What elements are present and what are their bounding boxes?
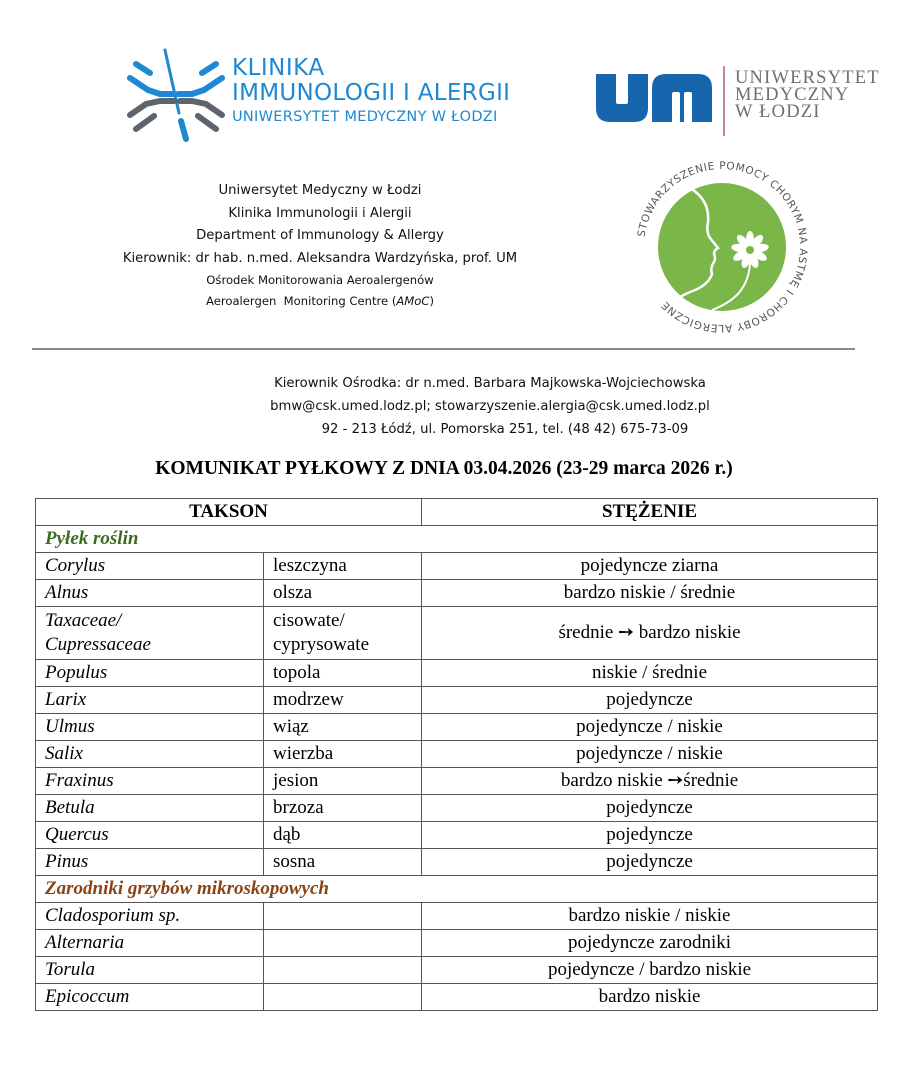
latin-name: Quercus: [45, 824, 109, 845]
institution-centre-en: Aeroalergen Monitoring Centre (AMoC): [205, 294, 434, 308]
header-separator: [32, 348, 855, 350]
polish-name: brzoza: [273, 797, 324, 818]
latin-name: Populus: [45, 662, 108, 683]
concentration-cell: pojedyncze / bardzo niskie: [422, 957, 878, 984]
table-row: [36, 822, 878, 849]
table-row: [36, 930, 878, 957]
contact-emails[interactable]: bmw@csk.umed.lodz.pl; stowarzyszenie.alergia@csk.umed.lodz.pl: [270, 399, 710, 414]
um-logo-text: [735, 70, 880, 121]
klinika-logo-text: [232, 57, 510, 125]
latin-name-cell: [36, 957, 264, 984]
polish-name-cell: [264, 957, 422, 984]
latin-name: Pinus: [45, 851, 89, 872]
polish-name: dąb: [273, 824, 301, 845]
latin-name-line2: Cupressaceae: [45, 634, 151, 655]
polish-name-cell: [264, 553, 422, 580]
latin-name: Fraxinus: [45, 770, 114, 791]
concentration-cell: bardzo niskie: [422, 984, 878, 1011]
pollen-table: [35, 498, 878, 1011]
latin-name-cell: [36, 930, 264, 957]
immunology-snowflake-icon: [124, 47, 228, 143]
polish-name: wierzba: [273, 743, 334, 764]
polish-name: sosna: [273, 851, 316, 872]
table-row: [36, 984, 878, 1011]
polish-name-cell: [264, 660, 422, 687]
institution-centre-pl: Ośrodek Monitorowania Aeroalergenów: [206, 273, 434, 287]
polish-name-cell: [264, 714, 422, 741]
latin-name-cell: [36, 553, 264, 580]
polish-name-cell: [264, 822, 422, 849]
concentration-cell: pojedyncze: [422, 687, 878, 714]
polish-name-cell: [264, 607, 422, 660]
klinika-logo-line2: IMMUNOLOGII I ALERGII: [232, 80, 511, 106]
um-logo-line3: W ŁODZI: [735, 102, 821, 122]
latin-name-cell: [36, 741, 264, 768]
institution-block: [60, 180, 580, 312]
table-body: [36, 526, 878, 1011]
section-row: [36, 526, 878, 553]
latin-name-cell: [36, 607, 264, 660]
table-header-row: [36, 499, 878, 526]
association-ring-text: STOWARZYSZENIE POMOCY CHORYM NA ASTMĘ I CHOROBY ALERGICZNE: [635, 160, 810, 335]
table-row: [36, 741, 878, 768]
report-title: KOMUNIKAT PYŁKOWY Z DNIA 03.04.2026 (23-29 marca 2026 r.): [155, 458, 733, 479]
polish-name: leszczyna: [273, 555, 347, 576]
table-row: [36, 714, 878, 741]
table-row: [36, 768, 878, 795]
latin-name-cell: [36, 822, 264, 849]
latin-name: Corylus: [45, 555, 106, 576]
polish-name: topola: [273, 662, 321, 683]
section-title: Zarodniki grzybów mikroskopowych: [36, 876, 878, 903]
polish-name-cell: [264, 903, 422, 930]
concentration-cell: niskie / średnie: [422, 660, 878, 687]
latin-name: Alternaria: [45, 932, 125, 953]
concentration-cell: średnie ➙ bardzo niskie: [422, 607, 878, 660]
klinika-logo-line3: UNIWERSYTET MEDYCZNY W ŁODZI: [232, 109, 498, 125]
polish-name: olsza: [273, 582, 313, 603]
latin-name: Taxaceae/: [45, 610, 122, 631]
polish-name: modrzew: [273, 689, 344, 710]
concentration-cell: pojedyncze: [422, 849, 878, 876]
latin-name-cell: [36, 660, 264, 687]
polish-name: cisowate/: [273, 610, 345, 631]
contact-address: 92 - 213 Łódź, ul. Pomorska 251, tel. (48 42) 675-73-09: [321, 422, 689, 437]
polish-name-cell: [264, 580, 422, 607]
institution-department: Department of Immunology & Allergy: [196, 228, 444, 243]
institution-head: Kierownik: dr hab. n.med. Aleksandra Wardzyńska, prof. UM: [122, 250, 518, 266]
latin-name: Epicoccum: [45, 986, 130, 1007]
concentration-cell: pojedyncze: [422, 822, 878, 849]
table-row: [36, 553, 878, 580]
latin-name: Betula: [45, 797, 95, 818]
latin-name-cell: [36, 849, 264, 876]
polish-name-cell: [264, 795, 422, 822]
polish-name-cell: [264, 687, 422, 714]
latin-name-cell: [36, 903, 264, 930]
centre-abbreviation: AMoC: [396, 294, 430, 308]
polish-name-cell: [264, 984, 422, 1011]
latin-name-cell: [36, 714, 264, 741]
latin-name: Cladosporium sp.: [45, 905, 181, 926]
um-logo-line1: UNIWERSYTET: [735, 68, 880, 88]
concentration-cell: pojedyncze / niskie: [422, 714, 878, 741]
contact-block: [180, 372, 800, 441]
latin-name: Torula: [45, 959, 95, 980]
concentration-cell: pojedyncze / niskie: [422, 741, 878, 768]
polish-name-cell: [264, 849, 422, 876]
concentration-cell: bardzo niskie ➙średnie: [422, 768, 878, 795]
um-mark-icon: [596, 74, 712, 122]
polish-name: wiąz: [273, 716, 309, 737]
table-row: [36, 580, 878, 607]
table-row: [36, 849, 878, 876]
table-row: [36, 607, 878, 660]
institution-clinic: Klinika Immunologii i Alergii: [228, 205, 412, 221]
klinika-logo-line1: KLINIKA: [232, 55, 325, 81]
concentration-cell: bardzo niskie / średnie: [422, 580, 878, 607]
section-row: [36, 876, 878, 903]
table-row: [36, 660, 878, 687]
polish-name-cell: [264, 930, 422, 957]
concentration-cell: pojedyncze zarodniki: [422, 930, 878, 957]
concentration-cell: pojedyncze: [422, 795, 878, 822]
table-row: [36, 957, 878, 984]
polish-name: jesion: [273, 770, 319, 791]
header-taxon: TAKSON: [36, 499, 422, 526]
centre-head: Kierownik Ośrodka: dr n.med. Barbara Majkowska-Wojciechowska: [274, 376, 706, 391]
latin-name: Larix: [45, 689, 87, 710]
latin-name-cell: [36, 687, 264, 714]
section-title: Pyłek roślin: [36, 526, 878, 553]
latin-name-cell: [36, 984, 264, 1011]
concentration-cell: bardzo niskie / niskie: [422, 903, 878, 930]
um-logo: [596, 66, 906, 138]
latin-name: Ulmus: [45, 716, 95, 737]
table-row: [36, 903, 878, 930]
polish-name-line2: cyprysowate: [273, 634, 370, 655]
table-row: [36, 795, 878, 822]
latin-name-cell: [36, 768, 264, 795]
latin-name: Salix: [45, 743, 83, 764]
polish-name-cell: [264, 741, 422, 768]
um-logo-divider: [723, 66, 725, 136]
latin-name: Alnus: [45, 582, 89, 603]
institution-university: Uniwersytet Medyczny w Łodzi: [218, 183, 422, 198]
concentration-cell: pojedyncze ziarna: [422, 553, 878, 580]
association-logo: [632, 160, 812, 335]
header-concentration: STĘŻENIE: [422, 499, 878, 526]
latin-name-cell: [36, 795, 264, 822]
table-row: [36, 687, 878, 714]
polish-name-cell: [264, 768, 422, 795]
latin-name-cell: [36, 580, 264, 607]
klinika-logo: [124, 47, 544, 143]
um-logo-line2: MEDYCZNY: [735, 85, 850, 105]
